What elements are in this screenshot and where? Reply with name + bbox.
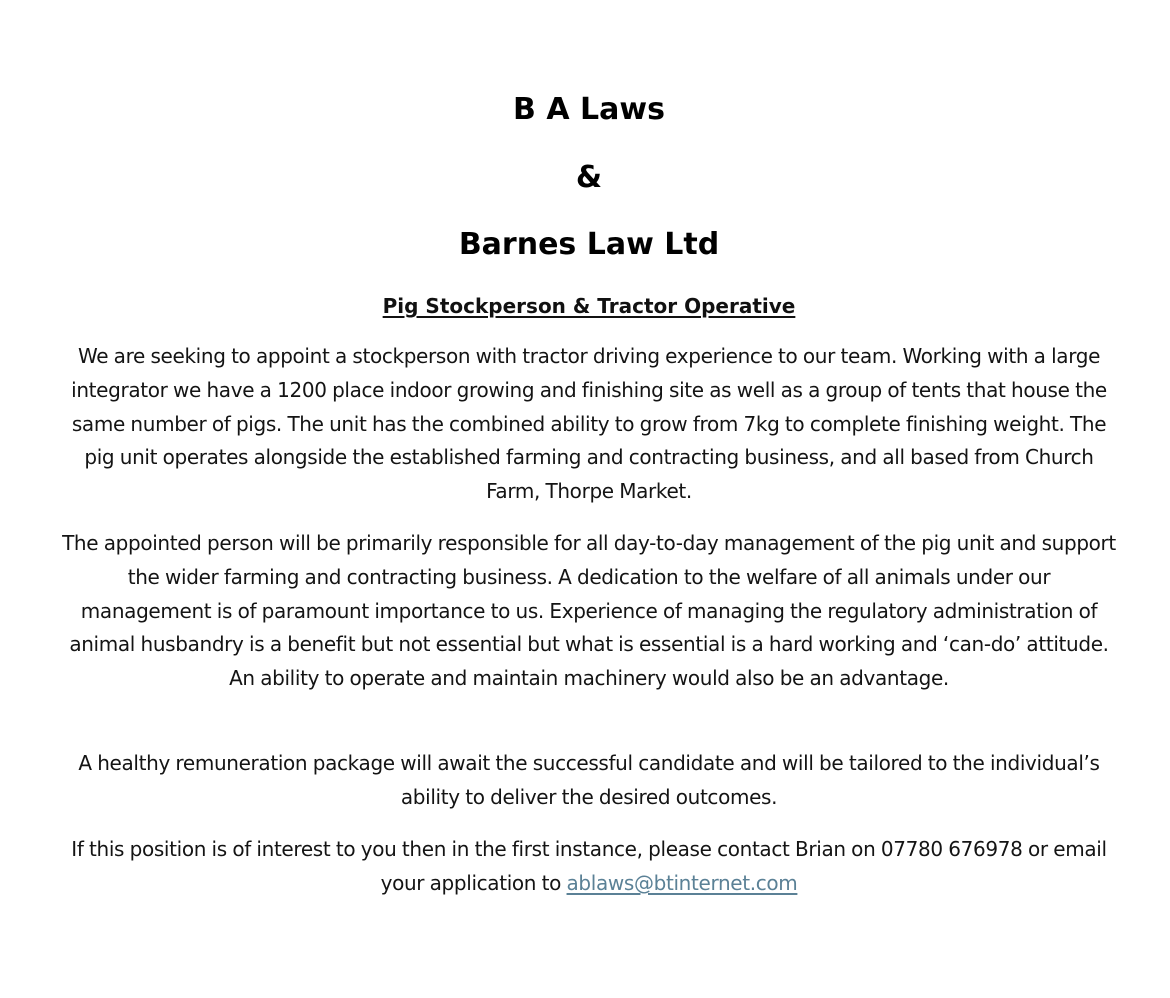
contact-text: If this position is of interest to you then in the first instance, please contact Brian on 07780 676978 or email your application to (71, 837, 1107, 895)
contact-email-link[interactable]: ablaws@btinternet.com (566, 870, 798, 895)
company-name-secondary: Barnes Law Ltd (458, 227, 720, 262)
ampersand-heading: & (575, 160, 603, 195)
responsibilities-paragraph: The appointed person will be primarily responsible for all day-to-day management of the pig unit and support the wider farming and contracting business. A dedication to the welfare of all animals under our management is of paramount importance to us. Experience of managing the regulatory administration of animal husbandry is a benefit but not essential but what is essential is a hard working and ‘can-do’ attitude. An ability to operate and maintain machinery would also be an advantage. (62, 531, 1116, 691)
remuneration-paragraph: A healthy remuneration package will await the successful candidate and will be tailored to the individual’s ability to deliver the desired outcomes. (78, 751, 1100, 809)
intro-paragraph: We are seeking to appoint a stockperson with tractor driving experience to our team. Working with a large integrator we have a 1200 place indoor growing and finishing site as well as a group of tents that house the same number of pigs. The unit has the combined ability to grow from 7kg to complete finishing weight. The pig unit operates alongside the established farming and contracting business, and all based from Church Farm, Thorpe Market. (71, 344, 1107, 504)
company-name-primary: B A Laws (513, 92, 665, 127)
job-title (0, 292, 1170, 320)
job-title-text: Pig Stockperson & Tractor Operative (382, 294, 796, 318)
contact-paragraph (60, 833, 1118, 901)
